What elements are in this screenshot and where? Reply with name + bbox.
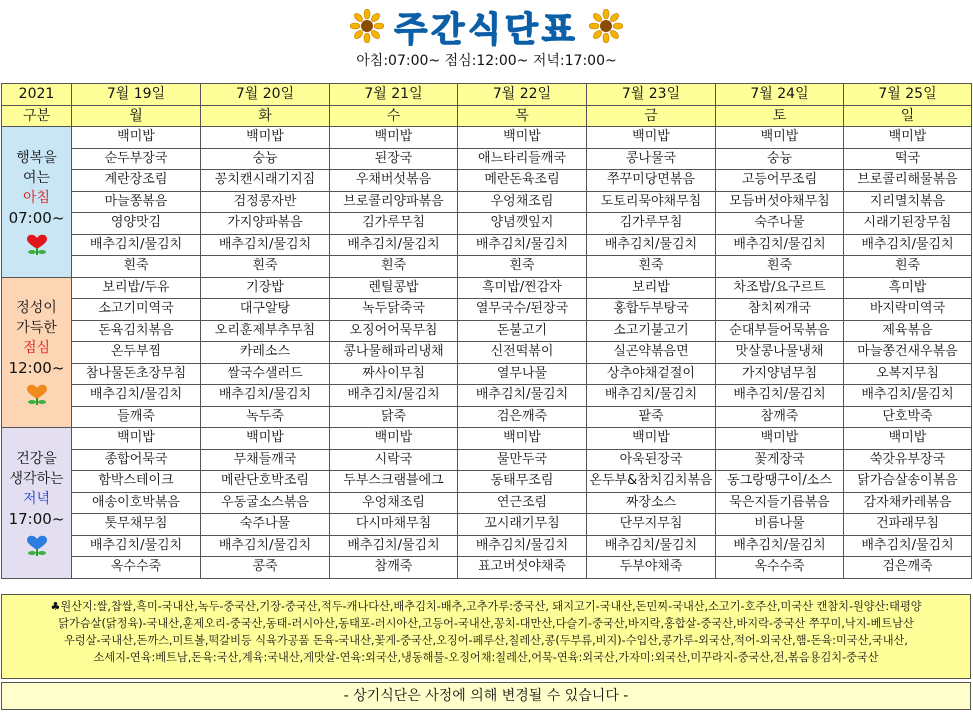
menu-cell: 맛살콩나물냉채: [716, 342, 844, 364]
day-cell: 월: [72, 105, 201, 127]
menu-cell: 흰죽: [844, 256, 972, 278]
menu-cell: 쌀국수샐러드: [201, 363, 330, 385]
menu-cell: 모듬버섯야채무침: [716, 191, 844, 213]
menu-cell: 백미밥: [201, 127, 330, 149]
menu-row: [2, 449, 972, 471]
menu-cell: 팥죽: [587, 406, 716, 428]
menu-cell: 백미밥: [844, 127, 972, 149]
menu-cell: 건파래무침: [844, 514, 972, 536]
menu-row: [2, 234, 972, 256]
menu-cell: 오징어어묵무침: [330, 320, 458, 342]
menu-cell: 김가루무침: [587, 213, 716, 235]
menu-cell: 묵은지들기름볶음: [716, 492, 844, 514]
menu-cell: 닭죽: [330, 406, 458, 428]
section-label-line: 여는: [22, 169, 51, 186]
menu-cell: 배추김치/물김치: [72, 234, 201, 256]
menu-cell: 흰죽: [201, 256, 330, 278]
menu-cell: 백미밥: [844, 428, 972, 450]
origin-line: ♣원산지:쌀,찹쌀,흑미-국내산,녹두-중국산,기장-중국산,적두-캐나다산,배추김치-배추,고추가루:중국산, 돼지고기-국내산,돈민찌-국내산,소고기-호주산,미국산 캔참치-원양산:태평양: [50, 600, 922, 613]
menu-cell: 차조밥/요구르트: [716, 277, 844, 299]
menu-row: [2, 535, 972, 557]
heart-flower-icon: [2, 232, 71, 256]
menu-cell: 마늘쫑건새우볶음: [844, 342, 972, 364]
section-label-line: 정성이: [16, 300, 57, 317]
category-label: 구분: [2, 105, 72, 127]
menu-cell: 무채들깨국: [201, 449, 330, 471]
day-cell: 목: [458, 105, 587, 127]
menu-cell: 소고기미역국: [72, 299, 201, 321]
menu-row: [2, 428, 972, 450]
menu-cell: 녹두죽: [201, 406, 330, 428]
menu-cell: 백미밥: [330, 428, 458, 450]
breakfast-section-label: [2, 127, 72, 278]
menu-cell: 보리밥/두유: [72, 277, 201, 299]
menu-row: [2, 127, 972, 149]
menu-cell: 백미밥: [716, 127, 844, 149]
menu-cell: 계란장조림: [72, 170, 201, 192]
menu-cell: 백미밥: [72, 428, 201, 450]
menu-cell: 검은깨죽: [458, 406, 587, 428]
menu-cell: 순두부장국: [72, 148, 201, 170]
menu-cell: 우엉채조림: [330, 492, 458, 514]
menu-cell: 숭늉: [716, 148, 844, 170]
menu-cell: 동그랑땡구이/소스: [716, 471, 844, 493]
menu-cell: 배추김치/물김치: [587, 234, 716, 256]
date-cell: 7월 21일: [330, 84, 458, 106]
menu-cell: 배추김치/물김치: [330, 234, 458, 256]
menu-row: [2, 406, 972, 428]
section-label-line: 건강을: [16, 450, 57, 467]
menu-cell: 마늘쫑볶음: [72, 191, 201, 213]
menu-cell: 배추김치/물김치: [458, 234, 587, 256]
menu-cell: 메란돈육조림: [458, 170, 587, 192]
menu-cell: 렌틸콩밥: [330, 277, 458, 299]
menu-cell: 톳무채무침: [72, 514, 201, 536]
menu-cell: 콩나물해파리냉채: [330, 342, 458, 364]
heart-flower-icon: [2, 382, 71, 406]
menu-cell: 감자채카레볶음: [844, 492, 972, 514]
menu-row: [2, 170, 972, 192]
menu-cell: 백미밥: [587, 127, 716, 149]
menu-cell: 콩나물국: [587, 148, 716, 170]
menu-cell: 도토리묵야채무침: [587, 191, 716, 213]
menu-cell: 기장밥: [201, 277, 330, 299]
menu-cell: 숙주나물: [716, 213, 844, 235]
menu-cell: 배추김치/물김치: [72, 535, 201, 557]
date-cell: 7월 20일: [201, 84, 330, 106]
menu-cell: 우채버섯볶음: [330, 170, 458, 192]
origin-notice: [1, 594, 971, 679]
menu-cell: 배추김치/물김치: [716, 234, 844, 256]
menu-cell: 우동굴소스볶음: [201, 492, 330, 514]
menu-cell: 종합어묵국: [72, 449, 201, 471]
day-cell: 금: [587, 105, 716, 127]
menu-cell: 다시마채무침: [330, 514, 458, 536]
menu-cell: 온두부찜: [72, 342, 201, 364]
menu-cell: 닭가슴살송이볶음: [844, 471, 972, 493]
menu-cell: 시래기된장무침: [844, 213, 972, 235]
menu-cell: 백미밥: [330, 127, 458, 149]
menu-cell: 소고기불고기: [587, 320, 716, 342]
menu-row: [2, 148, 972, 170]
menu-cell: 배추김치/물김치: [458, 535, 587, 557]
menu-cell: 바지락미역국: [844, 299, 972, 321]
menu-cell: 배추김치/물김치: [201, 535, 330, 557]
menu-row: [2, 363, 972, 385]
meal-times: 아침:07:00~ 점심:12:00~ 저녁:17:00~: [356, 53, 617, 69]
menu-cell: 두부스크램블에그: [330, 471, 458, 493]
menu-cell: 배추김치/물김치: [844, 385, 972, 407]
menu-cell: 백미밥: [458, 428, 587, 450]
menu-cell: 돈육김치볶음: [72, 320, 201, 342]
menu-cell: 오리훈제부추무침: [201, 320, 330, 342]
menu-cell: 짜장소스: [587, 492, 716, 514]
section-label-line: 생각하는: [9, 470, 64, 487]
menu-cell: 흰죽: [72, 256, 201, 278]
menu-cell: 배추김치/물김치: [716, 535, 844, 557]
menu-row: [2, 385, 972, 407]
menu-cell: 영양맛김: [72, 213, 201, 235]
menu-cell: 온두부&참치김치볶음: [587, 471, 716, 493]
menu-cell: 신전떡볶이: [458, 342, 587, 364]
menu-cell: 숙주나물: [201, 514, 330, 536]
menu-cell: 배추김치/물김치: [330, 535, 458, 557]
menu-cell: 숭늉: [201, 148, 330, 170]
day-cell: 토: [716, 105, 844, 127]
day-cell: 일: [844, 105, 972, 127]
menu-cell: 흑미밥: [844, 277, 972, 299]
menu-cell: 흰죽: [458, 256, 587, 278]
menu-cell: 꼬시래기무침: [458, 514, 587, 536]
title-row: [0, 4, 973, 48]
menu-cell: 보리밥: [587, 277, 716, 299]
menu-cell: 오복지무침: [844, 363, 972, 385]
menu-cell: 참치찌개국: [716, 299, 844, 321]
menu-cell: 지리멸치볶음: [844, 191, 972, 213]
menu-cell: 애느타리들깨국: [458, 148, 587, 170]
sunflower-icon: [350, 9, 384, 43]
menu-cell: 브로콜리해물볶음: [844, 170, 972, 192]
menu-cell: 김가루무침: [330, 213, 458, 235]
menu-cell: 백미밥: [201, 428, 330, 450]
menu-row: [2, 492, 972, 514]
menu-cell: 배추김치/물김치: [330, 385, 458, 407]
menu-cell: 가지양파볶음: [201, 213, 330, 235]
menu-cell: 열무국수/된장국: [458, 299, 587, 321]
menu-row: [2, 299, 972, 321]
menu-cell: 옥수수죽: [72, 557, 201, 579]
footer-notice: - 상기식단은 사정에 의해 변경될 수 있습니다 -: [1, 682, 971, 710]
menu-cell: 카레소스: [201, 342, 330, 364]
page-header: [0, 0, 973, 82]
menu-table: [1, 83, 972, 579]
menu-cell: 배추김치/물김치: [844, 535, 972, 557]
menu-row: [2, 213, 972, 235]
menu-cell: 대구알탕: [201, 299, 330, 321]
section-label-line: 가득한: [16, 320, 57, 337]
origin-line: 우렁살-국내산,돈까스,미트볼,떡갈비등 식육가공품 돈육-국내산,꽃게-중국산,오징어-페루산,칠레산,콩(두부류,비지)-수입산,콩가루-외국산,적어-외국산,햄-돈육:미국산,국내산,: [64, 634, 908, 647]
menu-cell: 실곤약볶음면: [587, 342, 716, 364]
sunflower-icon: [589, 9, 623, 43]
menu-cell: 돈불고기: [458, 320, 587, 342]
menu-cell: 짜사이무침: [330, 363, 458, 385]
meal-time: 17:00~: [8, 509, 65, 528]
menu-cell: 참나물돈초장무침: [72, 363, 201, 385]
menu-row: [2, 342, 972, 364]
menu-cell: 두부야채죽: [587, 557, 716, 579]
date-cell: 7월 25일: [844, 84, 972, 106]
menu-cell: 백미밥: [716, 428, 844, 450]
menu-cell: 흰죽: [330, 256, 458, 278]
menu-cell: 배추김치/물김치: [201, 385, 330, 407]
menu-cell: 옥수수죽: [716, 557, 844, 579]
menu-cell: 연근조림: [458, 492, 587, 514]
menu-cell: 떡국: [844, 148, 972, 170]
menu-cell: 배추김치/물김치: [587, 535, 716, 557]
section-label-line: 행복을: [16, 149, 57, 166]
menu-cell: 물만두국: [458, 449, 587, 471]
page-title: 주간식단표: [394, 9, 579, 50]
menu-row: [2, 277, 972, 299]
menu-cell: 녹두닭죽국: [330, 299, 458, 321]
menu-cell: 우엉채조림: [458, 191, 587, 213]
menu-cell: 아욱된장국: [587, 449, 716, 471]
date-cell: 7월 23일: [587, 84, 716, 106]
menu-cell: 양념깻잎지: [458, 213, 587, 235]
meal-time: 07:00~: [8, 208, 65, 227]
origin-line: 닭가슴살(닭정육)-국내산,훈제오리-중국산,동태-러시아산,동태포-러시아산,고등어-국내산,꽁치-대만산,다슬기-중국산,바지락,홍합살-중국산,바지락-중국산 쭈꾸미,낙지-베트남산: [58, 617, 914, 630]
menu-cell: 백미밥: [587, 428, 716, 450]
menu-cell: 애송이호박볶음: [72, 492, 201, 514]
date-cell: 7월 24일: [716, 84, 844, 106]
menu-cell: 단호박죽: [844, 406, 972, 428]
menu-cell: 비름나물: [716, 514, 844, 536]
date-row: [2, 84, 972, 106]
menu-cell: 고등어무조림: [716, 170, 844, 192]
menu-row: [2, 514, 972, 536]
menu-cell: 배추김치/물김치: [458, 385, 587, 407]
day-row: [2, 105, 972, 127]
menu-row: [2, 471, 972, 493]
origin-line: 소세지-연육:베트남,돈육:국산,계육:국내산,게맛살-연육:외국산,냉동해물-오징어채:칠레산,어묵-연육:외국산,가자미:외국산,미꾸라지-중국산,전,볶음용김치-중국산: [93, 651, 879, 664]
menu-cell: 콩죽: [201, 557, 330, 579]
menu-cell: 참깨죽: [716, 406, 844, 428]
day-cell: 수: [330, 105, 458, 127]
menu-cell: 시락국: [330, 449, 458, 471]
menu-cell: 검정콩자반: [201, 191, 330, 213]
menu-row: [2, 557, 972, 579]
meal-name: 점심: [22, 340, 51, 357]
menu-row: [2, 256, 972, 278]
menu-cell: 꽁치캔시래기지짐: [201, 170, 330, 192]
menu-cell: 열무나물: [458, 363, 587, 385]
menu-cell: 흰죽: [587, 256, 716, 278]
menu-cell: 표고버섯야채죽: [458, 557, 587, 579]
menu-row: [2, 191, 972, 213]
menu-cell: 흰죽: [716, 256, 844, 278]
menu-cell: 브로콜리양파볶음: [330, 191, 458, 213]
menu-cell: 된장국: [330, 148, 458, 170]
menu-cell: 배추김치/물김치: [587, 385, 716, 407]
menu-cell: 배추김치/물김치: [72, 385, 201, 407]
date-cell: 7월 19일: [72, 84, 201, 106]
menu-cell: 백미밥: [72, 127, 201, 149]
menu-cell: 쭈꾸미당면볶음: [587, 170, 716, 192]
year-cell: 2021: [2, 84, 72, 106]
meal-name: 아침: [22, 189, 51, 206]
lunch-section-label: [2, 277, 72, 428]
menu-cell: 상추야채겉절이: [587, 363, 716, 385]
heart-flower-icon: [2, 533, 71, 557]
menu-cell: 제육볶음: [844, 320, 972, 342]
menu-cell: 순대부들어묵볶음: [716, 320, 844, 342]
menu-cell: 단무지무침: [587, 514, 716, 536]
menu-cell: 참깨죽: [330, 557, 458, 579]
dinner-section-label: [2, 428, 72, 579]
menu-cell: 배추김치/물김치: [201, 234, 330, 256]
meal-time: 12:00~: [8, 359, 65, 378]
menu-cell: 백미밥: [458, 127, 587, 149]
menu-cell: 꽃게장국: [716, 449, 844, 471]
menu-cell: 메란단호박조림: [201, 471, 330, 493]
menu-cell: 검은깨죽: [844, 557, 972, 579]
menu-cell: 가지양념무침: [716, 363, 844, 385]
menu-cell: 흑미밥/찐감자: [458, 277, 587, 299]
menu-cell: 배추김치/물김치: [844, 234, 972, 256]
menu-cell: 쑥갓유부장국: [844, 449, 972, 471]
menu-cell: 배추김치/물김치: [716, 385, 844, 407]
menu-cell: 함박스테이크: [72, 471, 201, 493]
menu-cell: 들깨죽: [72, 406, 201, 428]
menu-cell: 홍합두부탕국: [587, 299, 716, 321]
meal-name: 저녁: [22, 490, 51, 507]
day-cell: 화: [201, 105, 330, 127]
menu-cell: 동태무조림: [458, 471, 587, 493]
menu-row: [2, 320, 972, 342]
date-cell: 7월 22일: [458, 84, 587, 106]
